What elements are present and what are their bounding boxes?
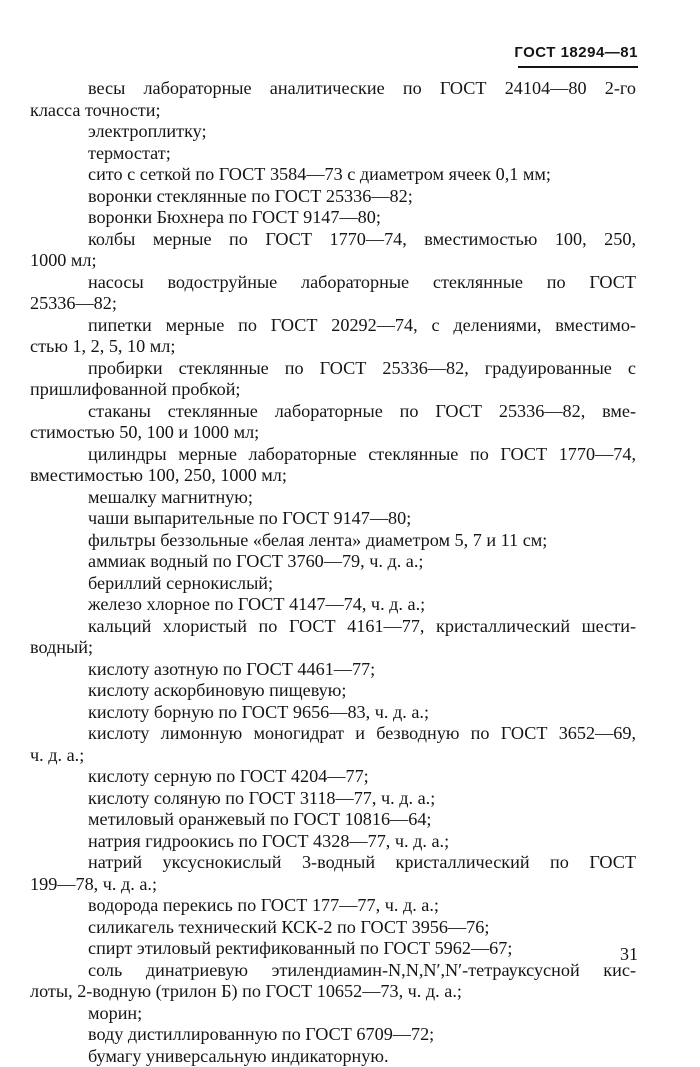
list-item (88, 659, 636, 681)
list-item (88, 788, 636, 810)
list-item (88, 1024, 636, 1046)
list-item-line: воду дистиллированную по ГОСТ 6709—72; (88, 1024, 636, 1046)
list-item-line: силикагель технический КСК-2 по ГОСТ 3956—76; (88, 917, 636, 939)
list-item-continuation: водный; (30, 637, 636, 659)
list-item (88, 852, 636, 895)
list-item-line: насосы водоструйные лабораторные стеклянные по ГОСТ (88, 272, 636, 294)
list-item-line: цилиндры мерные лабораторные стеклянные по ГОСТ 1770—74, (88, 444, 636, 466)
list-item (88, 702, 636, 724)
list-item-continuation: класса точности; (30, 100, 636, 122)
list-item (88, 1046, 636, 1067)
list-item-line: термостат; (88, 143, 636, 165)
list-item (88, 272, 636, 315)
list-item-line: натрий уксуснокислый 3-водный кристаллический по ГОСТ (88, 852, 636, 874)
list-item (88, 508, 636, 530)
list-item-line: пробирки стеклянные по ГОСТ 25336—82, градуированные с (88, 358, 636, 380)
list-item (88, 444, 636, 487)
list-item-line: сито с сеткой по ГОСТ 3584—73 с диаметром ячеек 0,1 мм; (88, 164, 636, 186)
list-item (88, 121, 636, 143)
list-item-line: бериллий сернокислый; (88, 573, 636, 595)
header-rule (518, 66, 638, 68)
list-item-line: кислоту соляную по ГОСТ 3118—77, ч. д. а.; (88, 788, 636, 810)
list-item (88, 594, 636, 616)
list-item-line: кислоту серную по ГОСТ 4204—77; (88, 766, 636, 788)
list-item (88, 831, 636, 853)
list-item (88, 530, 636, 552)
list-item-line: стаканы стеклянные лабораторные по ГОСТ 25336—82, вме- (88, 401, 636, 423)
list-item (88, 895, 636, 917)
list-item (88, 616, 636, 659)
list-item-line: весы лабораторные аналитические по ГОСТ 24104—80 2-го (88, 78, 636, 100)
list-item (88, 809, 636, 831)
list-item-line: метиловый оранжевый по ГОСТ 10816—64; (88, 809, 636, 831)
list-item (88, 487, 636, 509)
list-item-line: кислоту борную по ГОСТ 9656—83, ч. д. а.; (88, 702, 636, 724)
list-item-line: кислоту аскорбиновую пищевую; (88, 680, 636, 702)
list-item (88, 229, 636, 272)
list-item (88, 680, 636, 702)
list-item-continuation: пришлифованной пробкой; (30, 379, 636, 401)
list-item (88, 766, 636, 788)
reagent-list (88, 78, 636, 1067)
list-item (88, 723, 636, 766)
list-item (88, 207, 636, 229)
list-item (88, 164, 636, 186)
list-item-line: кислоту азотную по ГОСТ 4461—77; (88, 659, 636, 681)
list-item-continuation: 1000 мл; (30, 250, 636, 272)
list-item-line: воронки стеклянные по ГОСТ 25336—82; (88, 186, 636, 208)
document-header: ГОСТ 18294—81 (514, 44, 638, 61)
list-item-continuation: вместимостью 100, 250, 1000 мл; (30, 465, 636, 487)
list-item-continuation: 199—78, ч. д. а.; (30, 874, 636, 896)
list-item (88, 551, 636, 573)
list-item-line: мешалку магнитную; (88, 487, 636, 509)
list-item (88, 78, 636, 121)
list-item-continuation: стимостью 50, 100 и 1000 мл; (30, 422, 636, 444)
list-item-line: кислоту лимонную моногидрат и безводную по ГОСТ 3652—69, (88, 723, 636, 745)
list-item-line: натрия гидроокись по ГОСТ 4328—77, ч. д. а.; (88, 831, 636, 853)
list-item-line: морин; (88, 1003, 636, 1025)
list-item-line: фильтры беззольные «белая лента» диаметром 5, 7 и 11 см; (88, 530, 636, 552)
list-item (88, 938, 636, 960)
list-item-line: бумагу универсальную индикаторную. (88, 1046, 636, 1067)
list-item-line: пипетки мерные по ГОСТ 20292—74, с делениями, вместимо- (88, 315, 636, 337)
list-item-line: спирт этиловый ректификованный по ГОСТ 5962—67; (88, 938, 636, 960)
list-item-line: железо хлорное по ГОСТ 4147—74, ч. д. а.; (88, 594, 636, 616)
page-number: 31 (620, 944, 638, 965)
list-item-continuation: лоты, 2-водную (трилон Б) по ГОСТ 10652—73, ч. д. а.; (30, 981, 636, 1003)
list-item-line: электроплитку; (88, 121, 636, 143)
list-item-line: чаши выпарительные по ГОСТ 9147—80; (88, 508, 636, 530)
list-item (88, 960, 636, 1003)
list-item (88, 917, 636, 939)
list-item (88, 573, 636, 595)
list-item-continuation: стью 1, 2, 5, 10 мл; (30, 336, 636, 358)
list-item (88, 315, 636, 358)
list-item (88, 358, 636, 401)
list-item-line: водорода перекись по ГОСТ 177—77, ч. д. а.; (88, 895, 636, 917)
list-item-line: колбы мерные по ГОСТ 1770—74, вместимостью 100, 250, (88, 229, 636, 251)
list-item-line: соль динатриевую этилендиамин-N,N,N′,N′-тетрауксусной кис- (88, 960, 636, 982)
list-item (88, 401, 636, 444)
list-item-continuation: ч. д. а.; (30, 745, 636, 767)
list-item-continuation: 25336—82; (30, 293, 636, 315)
list-item-line: аммиак водный по ГОСТ 3760—79, ч. д. а.; (88, 551, 636, 573)
list-item (88, 186, 636, 208)
list-item-line: воронки Бюхнера по ГОСТ 9147—80; (88, 207, 636, 229)
list-item (88, 143, 636, 165)
list-item-line: кальций хлористый по ГОСТ 4161—77, кристаллический шести- (88, 616, 636, 638)
list-item (88, 1003, 636, 1025)
